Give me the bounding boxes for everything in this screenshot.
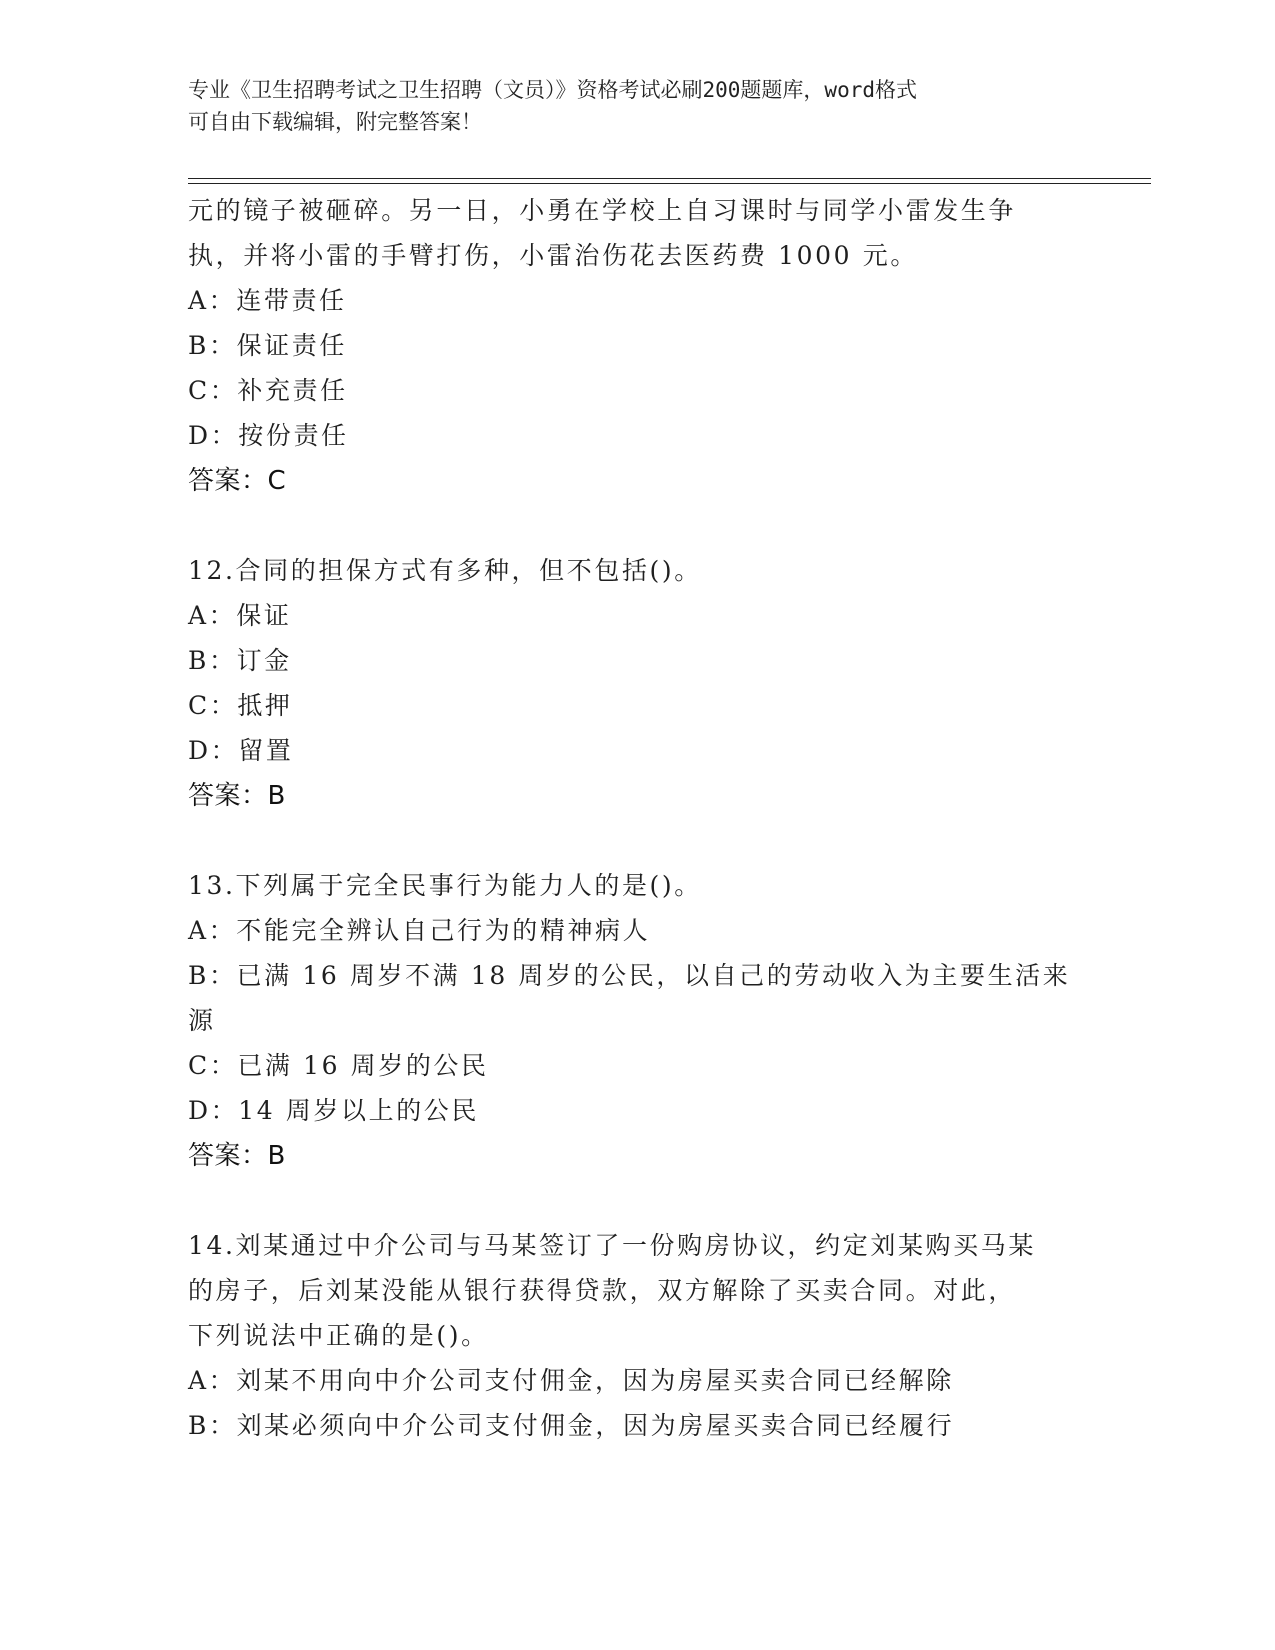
q13-question-text: 13.下列属于完全民事行为能力人的是()。: [188, 871, 702, 900]
q14-option-a: A：刘某不用向中介公司支付佣金，因为房屋买卖合同已经解除: [188, 1366, 954, 1395]
q14-option-b: B：刘某必须向中介公司支付佣金，因为房屋买卖合同已经履行: [188, 1411, 955, 1440]
document-header: [188, 74, 1088, 138]
q11-text-line-2: 执，并将小雷的手臂打伤，小雷治伤花去医药费 1000 元。: [188, 241, 918, 270]
q11-option-d: D：按份责任: [188, 421, 349, 450]
q13-option-b-line-1: B：已满 16 周岁不满 18 周岁的公民，以自己的劳动收入为主要生活来: [188, 961, 1071, 990]
q13-option-c: C：已满 16 周岁的公民: [188, 1051, 489, 1080]
q14-question-text-line-2: 的房子，后刘某没能从银行获得贷款，双方解除了买卖合同。对此，: [188, 1276, 1017, 1305]
q14-question-text-line-1: 14.刘某通过中介公司与马某签订了一份购房协议，约定刘某购买马某: [188, 1231, 1036, 1260]
header-title-line-1: 专业《卫生招聘考试之卫生招聘（文员）》资格考试必刷200题题库，word格式: [188, 78, 917, 102]
q11-option-b: B：保证责任: [188, 331, 347, 360]
q12-answer: 答案：B: [188, 781, 286, 811]
q13-option-b-line-2: 源: [188, 1006, 216, 1035]
header-title-line-2: 可自由下载编辑，附完整答案！: [188, 110, 482, 134]
q11-answer: 答案：C: [188, 466, 287, 496]
header-rule-top: [188, 178, 1151, 179]
q12-question-text: 12.合同的担保方式有多种，但不包括()。: [188, 556, 702, 585]
q13-option-d: D：14 周岁以上的公民: [188, 1096, 480, 1125]
q12-option-a: A：保证: [188, 601, 292, 630]
q12-option-b: B：订金: [188, 646, 292, 675]
q12-option-d: D：留置: [188, 736, 294, 765]
q13-option-a: A：不能完全辨认自己行为的精神病人: [188, 916, 651, 945]
q11-text-line-1: 元的镜子被砸碎。另一日，小勇在学校上自习课时与同学小雷发生争: [188, 196, 1017, 225]
q12-option-c: C：抵押: [188, 691, 293, 720]
q11-option-c: C：补充责任: [188, 376, 348, 405]
q13-answer: 答案：B: [188, 1141, 286, 1171]
q11-option-a: A：连带责任: [188, 286, 347, 315]
q14-question-text-line-3: 下列说法中正确的是()。: [188, 1321, 489, 1350]
header-rule-bottom: [188, 183, 1151, 184]
